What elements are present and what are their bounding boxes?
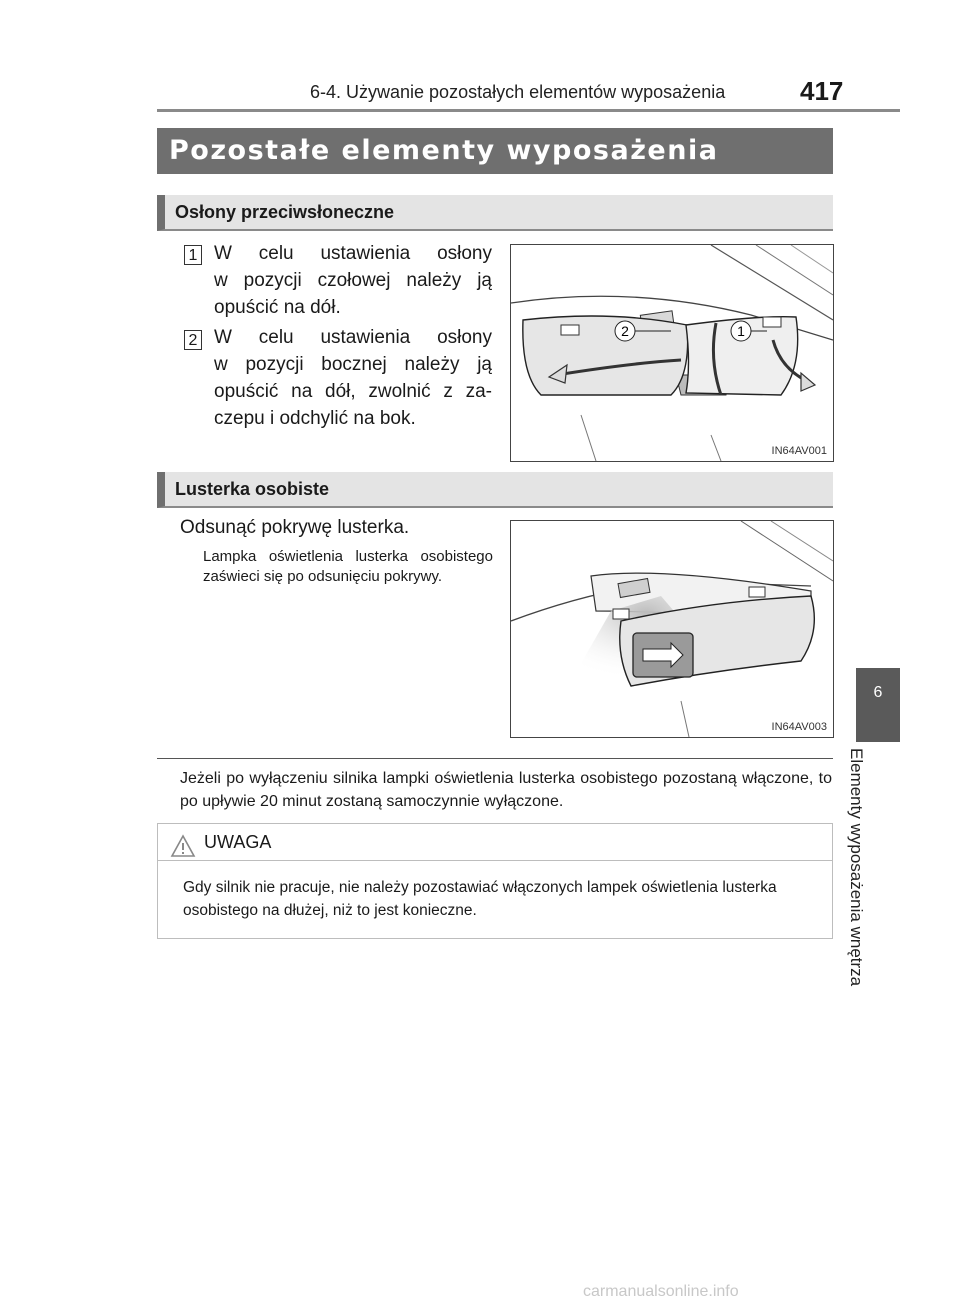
note-divider <box>157 758 833 759</box>
step-1-line: W celu ustawienia osłony <box>214 243 492 264</box>
page-title-banner <box>157 128 833 174</box>
chapter-label <box>847 748 892 1028</box>
step-2-text <box>214 324 492 432</box>
note-text: Jeżeli po wyłączeniu silnika lampki oświetlenia lusterka osobistego pozostaną włączone, to po upływie 20 minut zostaną samoczynnie wyłączone. <box>180 770 832 810</box>
step-2-line: opuścić na dół, zwolnić z za- <box>214 381 492 402</box>
chapter-number: 6 <box>873 684 883 701</box>
figure-code: IN64AV001 <box>771 445 827 457</box>
chapter-tab <box>856 668 900 742</box>
figure-code: IN64AV003 <box>771 721 827 733</box>
step-2-line: W celu ustawienia osłony <box>214 327 492 348</box>
watermark: carmanualsonline.info <box>583 1283 739 1300</box>
warning-title: UWAGA <box>204 832 272 852</box>
step-1-line: opuścić na dół. <box>214 297 341 318</box>
section-heading-sun-visors <box>157 195 833 231</box>
vanity-mirror-drawing <box>511 521 833 737</box>
page-number: 417 <box>800 76 844 106</box>
warning-triangle-icon <box>170 834 196 858</box>
step-2-line: czepu i odchylić na bok. <box>214 408 416 429</box>
step-2-line: w pozycji bocznej należy ją <box>214 354 492 375</box>
chapter-label-text: Elementy wyposażenia wnętrza <box>847 748 866 987</box>
callout-1: 1 <box>737 323 745 339</box>
section-heading-text: Lusterka osobiste <box>175 479 330 499</box>
sun-visor-illustration <box>510 244 834 462</box>
step-1-text <box>214 240 492 321</box>
vanity-mirror-illustration <box>510 520 834 738</box>
step-number-1: 1 <box>184 245 202 265</box>
sun-visor-drawing <box>511 245 833 461</box>
section-heading-vanity-mirrors <box>157 472 833 508</box>
mirror-detail: Lampka oświetlenia lusterka osobistego zaświeci się po odsunięciu pokrywy. <box>203 548 493 585</box>
step-1-line: w pozycji czołowej należy ją <box>214 270 492 291</box>
mirror-instruction: Odsunąć pokrywę lusterka. <box>180 517 410 538</box>
section-heading-text: Osłony przeciwsłoneczne <box>175 202 395 222</box>
page-title: Pozostałe elementy wyposażenia <box>169 135 719 166</box>
running-header: 6-4. Używanie pozostałych elementów wyposażenia <box>310 82 726 102</box>
step-number-2: 2 <box>184 330 202 350</box>
header-divider <box>157 109 900 112</box>
callout-2: 2 <box>621 323 629 339</box>
warning-text: Gdy silnik nie pracuje, nie należy pozostawiać włączonych lampek oświetlenia lusterka osobistego na dłużej, niż to jest konieczne. <box>183 879 777 919</box>
warning-header-divider <box>158 860 832 861</box>
